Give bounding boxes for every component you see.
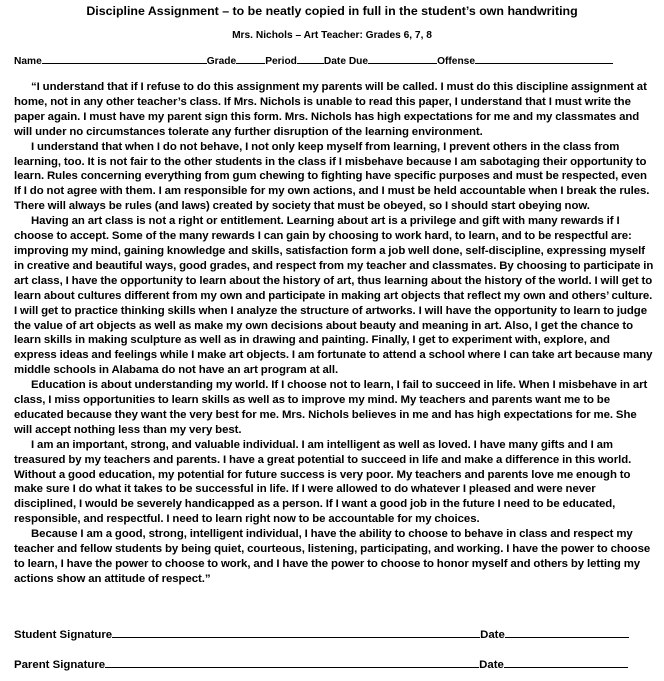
grade-field[interactable] bbox=[236, 54, 265, 64]
assignment-body bbox=[14, 80, 654, 587]
date-due-field[interactable] bbox=[368, 54, 437, 64]
paragraph: I am an important, strong, and valuable individual. I am intelligent as well as loved. I have many gifts and I am treasured by my teachers and parents. I have a great potential to succeed in life and make a difference in this world. Without a good education, my potential for future success is very poor. My teachers and parents love me enough to make sure I do what it takes to be successful in life. If I were allowed to do whatever I pleased and were never disciplined, I would be severely handicapped as a person. If I want a good job in the future I need to be educated, responsible, and respectful. I need to learn right now to be accountable for my choices. bbox=[14, 438, 632, 526]
paragraph: Education is about understanding my world. If I choose not to learn, I fail to succeed in life. When I misbehave in art class, I miss opportunities to learn skills as well as to improve my mind. My teachers and parents want me to be educated because they want the very best for me. Mrs. Nichols believes in me and has high expectations for me. She will accept nothing less than my very best. bbox=[14, 379, 648, 436]
date-due-label: Date Due bbox=[323, 56, 369, 67]
assignment-title: Discipline Assignment – to be neatly copied in full in the student’s own handwriting bbox=[86, 4, 578, 18]
parent-date-field[interactable] bbox=[504, 656, 628, 668]
parent-signature-row bbox=[14, 656, 654, 672]
paragraph: I understand that when I do not behave, I not only keep myself from learning, I prevent others in the class from learning, too. It is not fair to the other students in the class if I misbehave because I am sabotaging their opportunity to learn. Rules concerning everything from gum chewing to fighting have specific purposes and must be respected, even If I do not agree with them. I am responsible for my own actions, and I must be held accountable when I break the rules. There will always be rules (and laws) created by society that must be obeyed, so I should start obeying now. bbox=[14, 140, 650, 213]
period-label: Period bbox=[265, 56, 297, 67]
offense-field[interactable] bbox=[475, 54, 613, 64]
paragraph: “I understand that if I refuse to do this assignment my parents will be called. I must do this discipline assignment at home, not in any other teacher’s class. If Mrs. Nichols is unable to read this paper, I understand that I must write the paper again. I must have my parent sign this form. Mrs. Nichols has high expectations for me and my classmates and will under no circumstances tolerate any further disruption of the learning environment. bbox=[14, 81, 647, 138]
teacher-subtitle: Mrs. Nichols – Art Teacher: Grades 6, 7, 8 bbox=[232, 30, 432, 41]
paragraph: Because I am a good, strong, intelligent individual, I have the ability to choose to behave in class and respect my teacher and fellow students by being quiet, courteous, listening, participating, and working. I have the power to choose to learn, I have the power to choose to work, and I have the power to choose to honor myself and others by letting my actions show an attitude of respect.” bbox=[14, 528, 651, 585]
parent-date-label: Date bbox=[479, 659, 504, 671]
student-date-label: Date bbox=[480, 629, 505, 641]
student-signature-label: Student Signature bbox=[14, 629, 113, 641]
name-label: Name bbox=[14, 56, 42, 67]
student-signature-field[interactable] bbox=[112, 626, 480, 638]
period-field[interactable] bbox=[297, 54, 324, 64]
student-date-field[interactable] bbox=[505, 626, 629, 638]
grade-label: Grade bbox=[206, 56, 237, 67]
paragraph: Having an art class is not a right or entitlement. Learning about art is a privilege and gift with many rewards if I choose to accept. Some of the many rewards I can gain by choosing to work hard, to learn, and to be respectful are: improving my mind, gaining knowledge and skills, satisfaction form a job well done, self-discipline, expressing myself in creative and beautiful ways, good grades, and respect from my teacher and classmates. By choosing to participate in art class, I have the opportunity to learn about the history of art, thus learning about the history of the world. I will get to learn about cultures different from my own and participate in making art objects that reflect my own and others’ culture. I will get to practice thinking skills when I analyze the structure of artworks. I will have the opportunity to learn to judge the value of art objects as well as make my own decisions about beauty and meaning in art. Also, I get the chance to learn skills in making sculpture as well as in drawing and painting. Finally, I get to experiment with, explore, and express ideas and feelings while I make art objects. I am fortunate to attend a school where I can take art because many middle schools in Alabama do not have an art program at all. bbox=[14, 215, 654, 377]
student-signature-row bbox=[14, 626, 654, 642]
name-field[interactable] bbox=[42, 54, 207, 64]
offense-label: Offense bbox=[437, 56, 476, 67]
parent-signature-field[interactable] bbox=[105, 656, 479, 668]
student-info-fields bbox=[14, 54, 654, 68]
parent-signature-label: Parent Signature bbox=[14, 659, 106, 671]
